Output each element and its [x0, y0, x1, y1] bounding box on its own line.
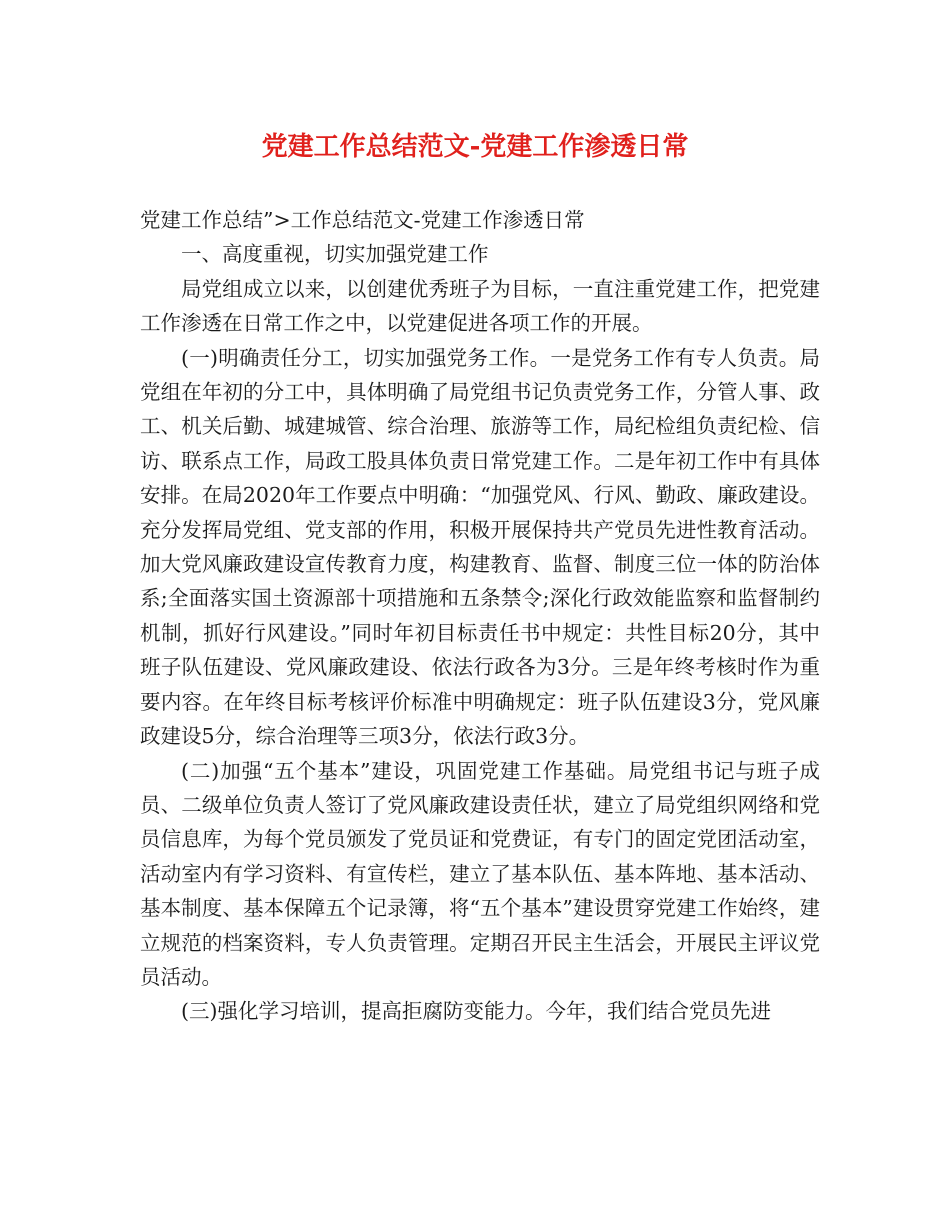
page-title: 党建工作总结范文-党建工作渗透日常: [261, 132, 689, 162]
paragraph-responsibility: (一)明确责任分工，切实加强党务工作。一是党务工作有专人负责。局党组在年初的分工中，具体明确了局党组书记负责党务工作，分管人事、政工、机关后勤、城建城管、综合治理、旅游等工作，局纪检组负责纪检、信访、联系点工作，局政工股具体负责日常党建工作。二是年初工作中有具体安排。在局2020年工作要点中明确：“加强党风、行风、勤政、廉政建设。充分发挥局党组、党支部的作用，积极开展保持共产党员先进性教育活动。加大党风廉政建设宣传教育力度，构建教育、监督、制度三位一体的防治体系;全面落实国土资源部十项措施和五条禁令;深化行政效能监察和监督制约机制，抓好行风建设。”同时年初目标责任书中规定：共性目标20分，其中班子队伍建设、党风廉政建设、依法行政各为3分。三是年终考核时作为重要内容。在年终目标考核评价标准中明确规定：班子队伍建设3分，党风廉政建设5分，综合治理等三项3分，依法行政3分。: [140, 345, 820, 749]
paragraph-five-basics: (二)加强“五个基本”建设，巩固党建工作基础。局党组书记与班子成员、二级单位负责人签订了党风廉政建设责任状，建立了局党组织网络和党员信息库，为每个党员颁发了党员证和党费证，有专门的固定党团活动室，活动室内有学习资料、有宣传栏，建立了基本队伍、基本阵地、基本活动、基本制度、基本保障五个记录簿，将“五个基本”建设贯穿党建工作始终，建立规范的档案资料，专人负责管理。定期召开民主生活会，开展民主评议党员活动。: [140, 758, 820, 989]
document-body: [140, 203, 820, 1029]
paragraph-intro: 局党组成立以来，以创建优秀班子为目标，一直注重党建工作，把党建工作渗透在日常工作之中，以党建促进各项工作的开展。: [140, 276, 820, 336]
paragraph-training: (三)强化学习培训，提高拒腐防变能力。今年，我们结合党员先进: [181, 999, 771, 1024]
breadcrumb-line: 党建工作总结”>工作总结范文-党建工作渗透日常: [140, 208, 585, 232]
section-heading: 一、高度重视，切实加强党建工作: [181, 242, 489, 267]
